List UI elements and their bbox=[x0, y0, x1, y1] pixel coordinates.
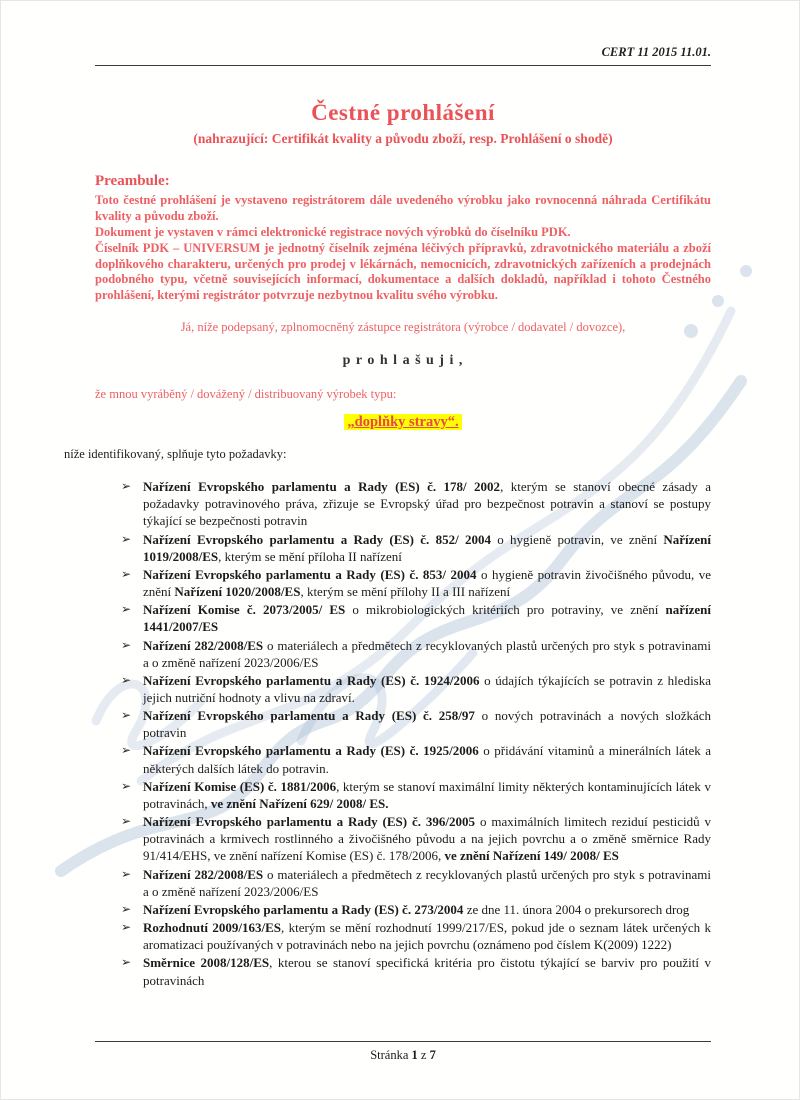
list-item-text: Nařízení Evropského parlamentu a Rady (ES) č. 853/ 2004 o hygieně potravin živočišného původu, ve znění Nařízení 1020/2008/ES, kterým se mění přílohy II a III nařízení bbox=[143, 566, 711, 600]
list-item bbox=[95, 566, 711, 600]
list-item bbox=[95, 866, 711, 900]
preamble-paragraph-2: Dokument je vystaven v rámci elektronické registrace nových výrobků do číselníku PDK. bbox=[95, 224, 571, 239]
arrow-bullet-icon: ➢ bbox=[121, 743, 132, 758]
product-type-line: že mnou vyráběný / dovážený / distribuovaný výrobek typu: bbox=[95, 387, 397, 402]
list-item-text: Nařízení 282/2008/ES o materiálech a předmětech z recyklovaných plastů určených pro styk s potravinami a o změně nařízení 2023/2006/ES bbox=[143, 637, 712, 670]
declaration-intro: Já, níže podepsaný, zplnomocněný zástupce registrátora (výrobce / dodavatel / dovozce), bbox=[180, 320, 626, 335]
arrow-bullet-icon: ➢ bbox=[121, 901, 132, 916]
list-item bbox=[95, 707, 711, 741]
list-item bbox=[95, 742, 711, 776]
list-item bbox=[95, 478, 711, 529]
declaration-verb: p r o h l a š u j i , bbox=[342, 353, 464, 369]
list-item bbox=[95, 637, 711, 671]
document-content bbox=[1, 1, 799, 989]
arrow-bullet-icon: ➢ bbox=[121, 708, 132, 723]
arrow-bullet-icon: ➢ bbox=[121, 531, 132, 546]
product-type-highlight-row bbox=[95, 413, 711, 431]
list-item-text: Nařízení Evropského parlamentu a Rady (ES) č. 1924/2006 o údajích týkajících se potravin z hlediska jejich nutriční hodnoty a vlivu na zdraví. bbox=[143, 672, 712, 705]
list-item bbox=[95, 601, 711, 635]
list-item bbox=[95, 919, 711, 953]
list-item-text: Nařízení Evropského parlamentu a Rady (ES) č. 273/2004 ze dne 11. února 2004 o prekursorech drog bbox=[143, 901, 690, 917]
list-item-text: Nařízení Evropského parlamentu a Rady (ES) č. 852/ 2004 o hygieně potravin, ve znění Nařízení 1019/2008/ES, kterým se mění příloha II nařízení bbox=[143, 531, 712, 564]
arrow-bullet-icon: ➢ bbox=[121, 955, 132, 970]
document-code: CERT 11 2015 11.01. bbox=[95, 45, 711, 66]
arrow-bullet-icon: ➢ bbox=[121, 814, 132, 829]
list-item bbox=[95, 813, 711, 864]
highlighted-product-type: „doplňky stravy“. bbox=[344, 414, 461, 430]
preamble-paragraph-3: Číselník PDK – UNIVERSUM je jednotný číselník zejména léčivých přípravků, zdravotnického materiálu a zboží doplňkového charakteru, určených pro prodej v lékárnách, nemocnicích, zdravotnických zařízeních a prodejnách podobného typu, včetně souvisejících informací, dokumentace a dalších dokladů, například i tohoto Čestného prohlášení, kterými registrátor potvrzuje nezbytnou kvalitu svého výrobku. bbox=[95, 240, 711, 303]
requirements-intro: níže identifikovaný, splňuje tyto požadavky: bbox=[64, 447, 287, 462]
list-item bbox=[95, 531, 711, 565]
list-item-text: Nařízení Evropského parlamentu a Rady (ES) č. 396/2005 o maximálních limitech reziduí pesticidů v potravinách a krmivech rostlinného a živočišného původu a na jejich povrchu a o změně směrnice Rady 91/414/EHS, ve znění nařízení Komise (ES) č. 178/2006, ve znění Nařízení 149/ 2008/ ES bbox=[143, 814, 711, 864]
list-item bbox=[95, 778, 711, 812]
arrow-bullet-icon: ➢ bbox=[121, 920, 132, 935]
list-item-text: Nařízení Evropského parlamentu a Rady (ES) č. 178/ 2002, kterým se stanoví obecné zásady a požadavky potravinového práva, zřizuje se Evropský úřad pro bezpečnost potravin a stanoví se postupy týkající se bezpečnosti potravin bbox=[143, 479, 711, 529]
list-item-text: Směrnice 2008/128/ES, kterou se stanoví specifická kritéria pro čistotu týkající se barviv pro použití v potravinách bbox=[143, 955, 711, 988]
page-subtitle: (nahrazující: Certifikát kvality a původu zboží, resp. Prohlášení o shodě) bbox=[193, 131, 613, 146]
page-number: Stránka 1 z 7 bbox=[370, 1048, 436, 1062]
arrow-bullet-icon: ➢ bbox=[121, 778, 132, 793]
preamble-paragraph-1: Toto čestné prohlášení je vystaveno registrátorem dále uvedeného výrobku jako rovnocenná náhrada Certifikátu kvality a původu zboží. bbox=[95, 193, 711, 223]
arrow-bullet-icon: ➢ bbox=[121, 479, 132, 494]
page-footer bbox=[95, 1041, 711, 1063]
arrow-bullet-icon: ➢ bbox=[121, 672, 132, 687]
list-item-text: Rozhodnutí 2009/163/ES, kterým se mění rozhodnutí 1999/217/ES, pokud jde o seznam látek určených k aromatizaci používaných v potravinách nebo na jejich povrchu (oznámeno pod číslem K(2009) 1222) bbox=[143, 920, 711, 953]
arrow-bullet-icon: ➢ bbox=[121, 566, 132, 581]
page-title: Čestné prohlášení bbox=[311, 100, 495, 125]
list-item-text: Nařízení 282/2008/ES o materiálech a předmětech z recyklovaných plastů určených pro styk s potravinami a o změně nařízení 2023/2006/ES bbox=[143, 866, 712, 899]
list-item-text: Nařízení Komise (ES) č. 1881/2006, kterým se stanoví maximální limity některých kontaminujících látek v potravinách, ve znění Nařízení 629/ 2008/ ES. bbox=[143, 778, 712, 811]
arrow-bullet-icon: ➢ bbox=[121, 602, 132, 617]
arrow-bullet-icon: ➢ bbox=[121, 866, 132, 881]
arrow-bullet-icon: ➢ bbox=[121, 637, 132, 652]
list-item bbox=[95, 901, 711, 918]
list-item bbox=[95, 672, 711, 706]
preamble-heading: Preambule: bbox=[95, 173, 170, 189]
list-item bbox=[95, 954, 711, 988]
requirements-list bbox=[95, 478, 711, 989]
list-item-text: Nařízení Evropského parlamentu a Rady (ES) č. 258/97 o nových potravinách a nových složkách potravin bbox=[143, 708, 712, 741]
list-item-text: Nařízení Evropského parlamentu a Rady (ES) č. 1925/2006 o přidávání vitaminů a minerálních látek a některých dalších látek do potravin. bbox=[143, 743, 712, 776]
list-item-text: Nařízení Komise č. 2073/2005/ ES o mikrobiologických kritériích pro potraviny, ve znění nařízení 1441/2007/ES bbox=[143, 602, 711, 635]
